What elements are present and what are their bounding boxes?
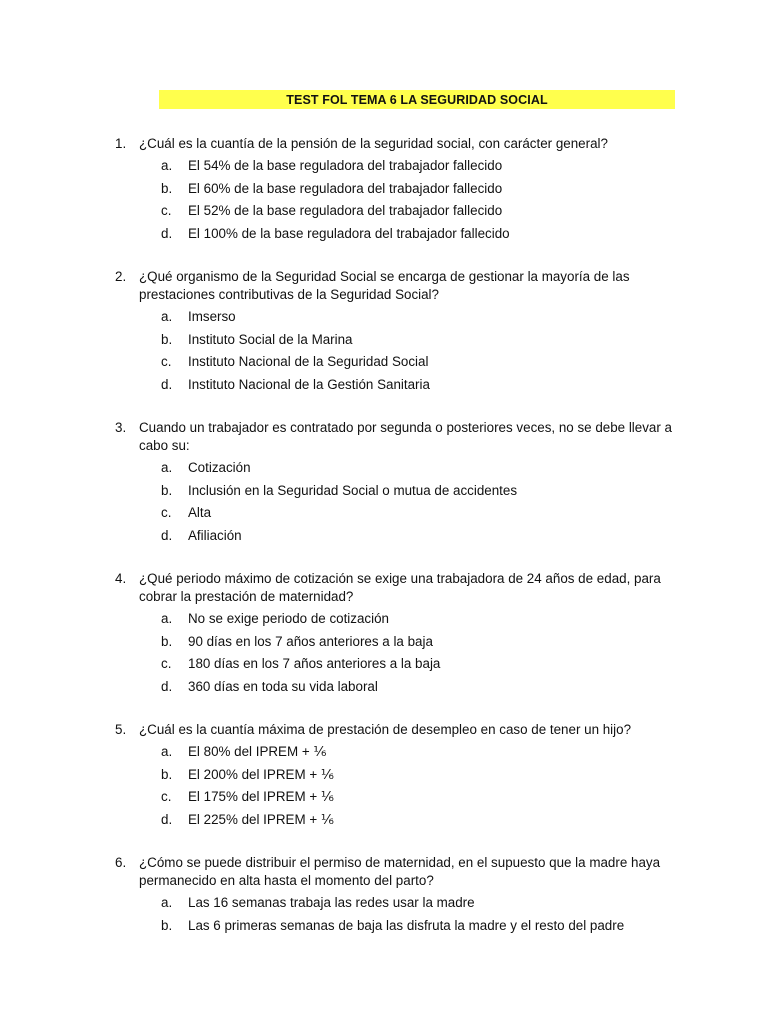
option-text: Alta [188,505,212,520]
option-letter: d. [161,678,173,694]
option-a [0,157,768,180]
question-5 [0,721,768,739]
option-c [0,353,768,376]
option-letter: b. [161,331,173,347]
question-text: ¿Cuál es la cuantía de la pensión de la seguridad social, con carácter general? [139,136,608,151]
option-a [0,308,768,331]
option-d [0,376,768,399]
option-text: El 225% del IPREM + ⅙ [188,811,334,827]
option-b [0,331,768,354]
option-text: 90 días en los 7 años anteriores a la baja [188,633,433,649]
option-c [0,788,768,811]
options-6 [0,894,768,939]
option-text: Imserso [188,309,236,324]
document-title: TEST FOL TEMA 6 LA SEGURIDAD SOCIAL [286,92,548,107]
question-3 [0,419,768,453]
option-text: Instituto Nacional de la Seguridad Social [188,354,429,369]
option-b [0,633,768,656]
option-letter: a. [161,611,173,626]
option-letter: d. [161,225,173,241]
option-letter: d. [161,811,173,827]
options-3 [0,459,768,549]
title-highlight [159,90,675,109]
option-text: Cotización [188,460,251,475]
option-letter: c. [161,203,172,218]
question-line [0,419,768,453]
question-6 [0,854,768,888]
option-c [0,202,768,225]
question-1 [0,135,768,153]
question-text: ¿Cómo se puede distribuir el permiso de maternidad, en el supuesto que la madre haya permanecido en alta hasta el momento del parto? [139,855,661,888]
question-number: 4. [115,571,127,586]
option-d [0,678,768,701]
option-text: El 175% del IPREM + ⅙ [188,789,334,804]
option-b [0,482,768,505]
option-letter: b. [161,180,173,196]
option-text: El 200% del IPREM + ⅙ [188,766,334,782]
option-d [0,527,768,550]
question-text: Cuando un trabajador es contratado por segunda o posteriores veces, no se debe llevar a cabo su: [139,420,672,453]
option-letter: a. [161,158,173,173]
option-a [0,610,768,633]
question-text: ¿Qué periodo máximo de cotización se exige una trabajadora de 24 años de edad, para cobrar la prestación de maternidad? [139,571,661,604]
option-letter: d. [161,376,173,392]
option-a [0,459,768,482]
question-number: 5. [115,722,127,737]
option-letter: b. [161,917,173,933]
option-text: Instituto Social de la Marina [188,331,353,347]
option-text: Las 16 semanas trabaja las redes usar la madre [188,895,475,910]
option-text: Afiliación [188,527,242,543]
option-text: Las 6 primeras semanas de baja las disfruta la madre y el resto del padre [188,917,625,933]
option-text: Instituto Nacional de la Gestión Sanitaria [188,376,430,392]
option-letter: b. [161,633,173,649]
option-letter: a. [161,744,173,759]
option-b [0,917,768,940]
options-4 [0,610,768,700]
option-b [0,180,768,203]
options-5 [0,743,768,833]
question-line [0,854,768,888]
option-text: El 60% de la base reguladora del trabajador fallecido [188,180,503,196]
option-letter: c. [161,656,172,671]
option-text: El 54% de la base reguladora del trabajador fallecido [188,158,503,173]
question-text: ¿Qué organismo de la Seguridad Social se encarga de gestionar la mayoría de las prestaciones contributivas de la Seguridad Social? [139,269,630,302]
question-4 [0,570,768,604]
option-a [0,894,768,917]
option-text: 180 días en los 7 años anteriores a la baja [188,656,441,671]
option-letter: b. [161,482,173,498]
question-line [0,268,768,302]
option-text: El 52% de la base reguladora del trabajador fallecido [188,203,503,218]
option-text: El 80% del IPREM + ⅙ [188,744,327,759]
option-letter: a. [161,309,173,324]
option-letter: c. [161,354,172,369]
question-text: ¿Cuál es la cuantía máxima de prestación de desempleo en caso de tener un hijo? [139,722,632,737]
option-letter: c. [161,789,172,804]
option-letter: d. [161,527,173,543]
question-line [0,721,768,739]
option-letter: a. [161,460,173,475]
question-number: 2. [115,269,127,284]
option-a [0,743,768,766]
option-d [0,225,768,248]
option-c [0,655,768,678]
option-text: No se exige periodo de cotización [188,611,389,626]
option-d [0,811,768,834]
options-2 [0,308,768,398]
option-c [0,504,768,527]
option-b [0,766,768,789]
question-number: 3. [115,420,127,435]
option-text: Inclusión en la Seguridad Social o mutua de accidentes [188,482,518,498]
question-number: 6. [115,855,127,870]
question-line [0,570,768,604]
option-letter: c. [161,505,172,520]
options-1 [0,157,768,247]
question-2 [0,268,768,302]
option-letter: a. [161,895,173,910]
option-text: 360 días en toda su vida laboral [188,678,378,694]
option-text: El 100% de la base reguladora del trabajador fallecido [188,225,510,241]
option-letter: b. [161,766,173,782]
question-line [0,135,768,153]
question-number: 1. [115,136,127,151]
